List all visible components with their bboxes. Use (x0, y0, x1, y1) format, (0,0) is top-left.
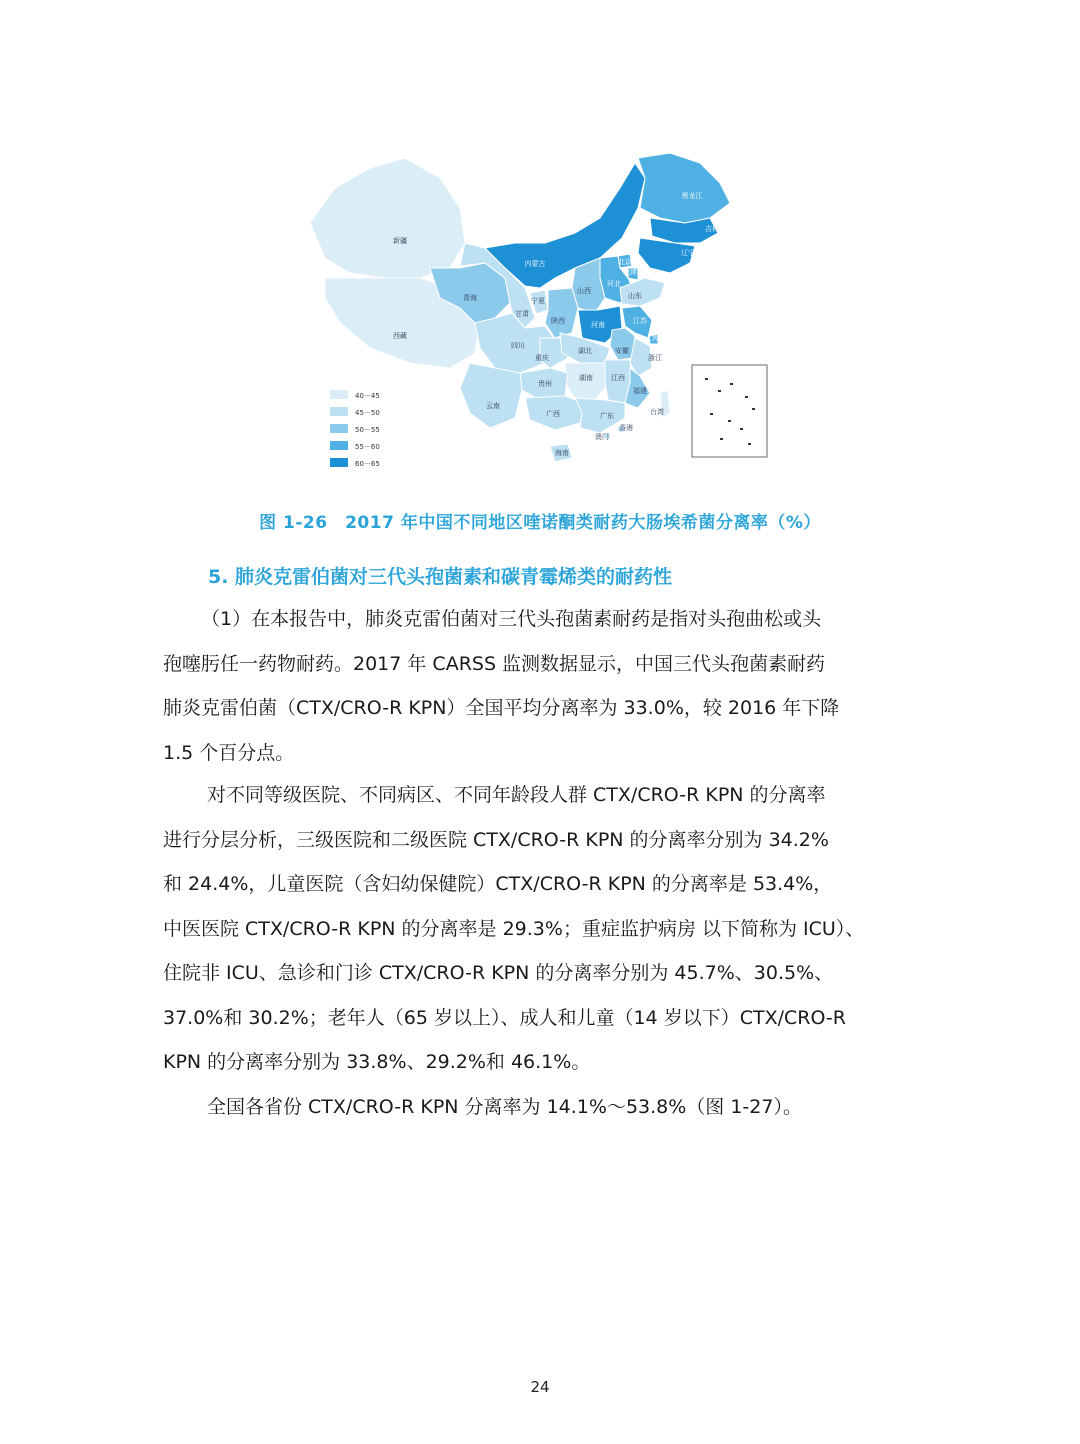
province-label: 内蒙古 (524, 260, 546, 268)
province-label: 上海 (645, 334, 659, 342)
paragraph-line: 全国各省份 CTX/CRO-R KPN 分离率为 14.1%～53.8%（图 1-27）。 (207, 1096, 802, 1118)
province-label: 西藏 (393, 332, 407, 340)
paragraph-3 (163, 1085, 923, 1130)
inset-island-mark (705, 378, 708, 380)
province-label: 湖南 (579, 374, 593, 382)
paragraph-1 (163, 597, 923, 775)
province-label: 黑龙江 (681, 192, 703, 200)
province-label: 福建 (633, 387, 647, 395)
china-resistance-map (300, 128, 780, 478)
province-label: 陕西 (551, 317, 565, 325)
province-label: 台湾 (650, 408, 664, 416)
inset-island-mark (728, 420, 731, 422)
inset-island-mark (718, 390, 721, 392)
province-label: 吉林 (705, 225, 719, 233)
province-label: 山东 (628, 292, 642, 300)
province-label: 新疆 (393, 237, 407, 245)
paragraph-line: （1）在本报告中，肺炎克雷伯菌对三代头孢菌素耐药是指对头孢曲松或头 (201, 608, 822, 630)
paragraph-line: 对不同等级医院、不同病区、不同年龄段人群 CTX/CRO-R KPN 的分离率 (207, 784, 826, 806)
province-label: 江西 (611, 374, 625, 382)
province-label: 河南 (591, 321, 605, 329)
legend-label: 50－55 (355, 426, 380, 434)
section-heading: 5. 肺炎克雷伯菌对三代头孢菌素和碳青霉烯类的耐药性 (208, 566, 673, 588)
province-label: 宁夏 (531, 297, 545, 305)
legend-label: 60－65 (355, 460, 380, 468)
province-region (460, 363, 522, 428)
province-label: 江苏 (633, 317, 647, 325)
legend-label: 55－60 (355, 443, 380, 451)
legend-swatch (330, 424, 348, 433)
province-label: 广西 (546, 410, 560, 418)
paragraph-line: 住院非 ICU、急诊和门诊 CTX/CRO-R KPN 的分离率分别为 45.7%、30.5%、 (163, 962, 834, 984)
inset-island-mark (752, 408, 755, 410)
paragraph-line: 中医医院 CTX/CRO-R KPN 的分离率是 29.3%；重症监护病房 以下简称为 ICU）、 (163, 917, 865, 940)
paragraph-line: 肺炎克雷伯菌（CTX/CRO-R KPN）全国平均分离率为 33.0%，较 2016 年下降 (163, 697, 840, 719)
province-label: 青海 (463, 294, 477, 302)
province-region (545, 288, 578, 338)
province-region (638, 153, 730, 223)
inset-island-mark (730, 383, 733, 385)
paragraph-line: 和 24.4%，儿童医院（含妇幼保健院）CTX/CRO-R KPN 的分离率是 53.4%， (163, 873, 833, 895)
figure-caption: 图 1-26 2017 年中国不同地区喹诺酮类耐药大肠埃希菌分离率（%） (259, 513, 821, 533)
south-china-sea-inset (692, 365, 767, 457)
province-label: 四川 (511, 342, 525, 350)
province-label: 海南 (555, 449, 569, 457)
legend-label: 45－50 (355, 409, 380, 417)
inset-island-mark (720, 438, 723, 440)
paragraph-line: 孢噻肟任一药物耐药。2017 年 CARSS 监测数据显示，中国三代头孢菌素耐药 (163, 652, 826, 675)
legend-swatch (330, 458, 348, 467)
paragraph-line: KPN 的分离率分别为 33.8%、29.2%和 46.1%。 (163, 1051, 591, 1073)
legend-label: 40－45 (355, 392, 380, 400)
inset-island-mark (745, 396, 748, 398)
inset-island-mark (740, 428, 743, 430)
province-label: 河北 (607, 280, 621, 288)
legend-swatch (330, 441, 348, 450)
province-label: 甘肃 (515, 310, 529, 318)
province-label: 安徽 (615, 347, 629, 355)
province-label: 广东 (600, 412, 614, 420)
legend-swatch (330, 390, 348, 399)
inset-island-mark (710, 413, 713, 415)
province-label: 湖北 (578, 347, 592, 355)
province-label: 北京 (618, 258, 632, 266)
legend-swatch (330, 407, 348, 416)
province-label: 云南 (486, 402, 500, 410)
province-label: 浙江 (648, 354, 662, 362)
paragraph-2 (163, 773, 923, 1085)
province-label: 香港 (619, 424, 633, 432)
province-label: 山西 (577, 287, 591, 295)
china-map-svg (300, 128, 780, 478)
paragraph-line: 37.0%和 30.2%；老年人（65 岁以上）、成人和儿童（14 岁以下）CTX/CRO-R (163, 1006, 846, 1029)
province-region (310, 158, 465, 278)
inset-island-mark (748, 443, 751, 445)
province-label: 天津 (623, 268, 637, 276)
province-label: 重庆 (535, 354, 549, 362)
paragraph-line: 进行分层分析，三级医院和二级医院 CTX/CRO-R KPN 的分离率分别为 34.2% (163, 828, 829, 851)
province-label: 贵州 (538, 380, 552, 388)
page-number: 24 (530, 1378, 550, 1396)
paragraph-line: 1.5 个百分点。 (163, 741, 295, 764)
province-label: 澳门 (595, 433, 609, 441)
province-label: 辽宁 (681, 249, 695, 257)
